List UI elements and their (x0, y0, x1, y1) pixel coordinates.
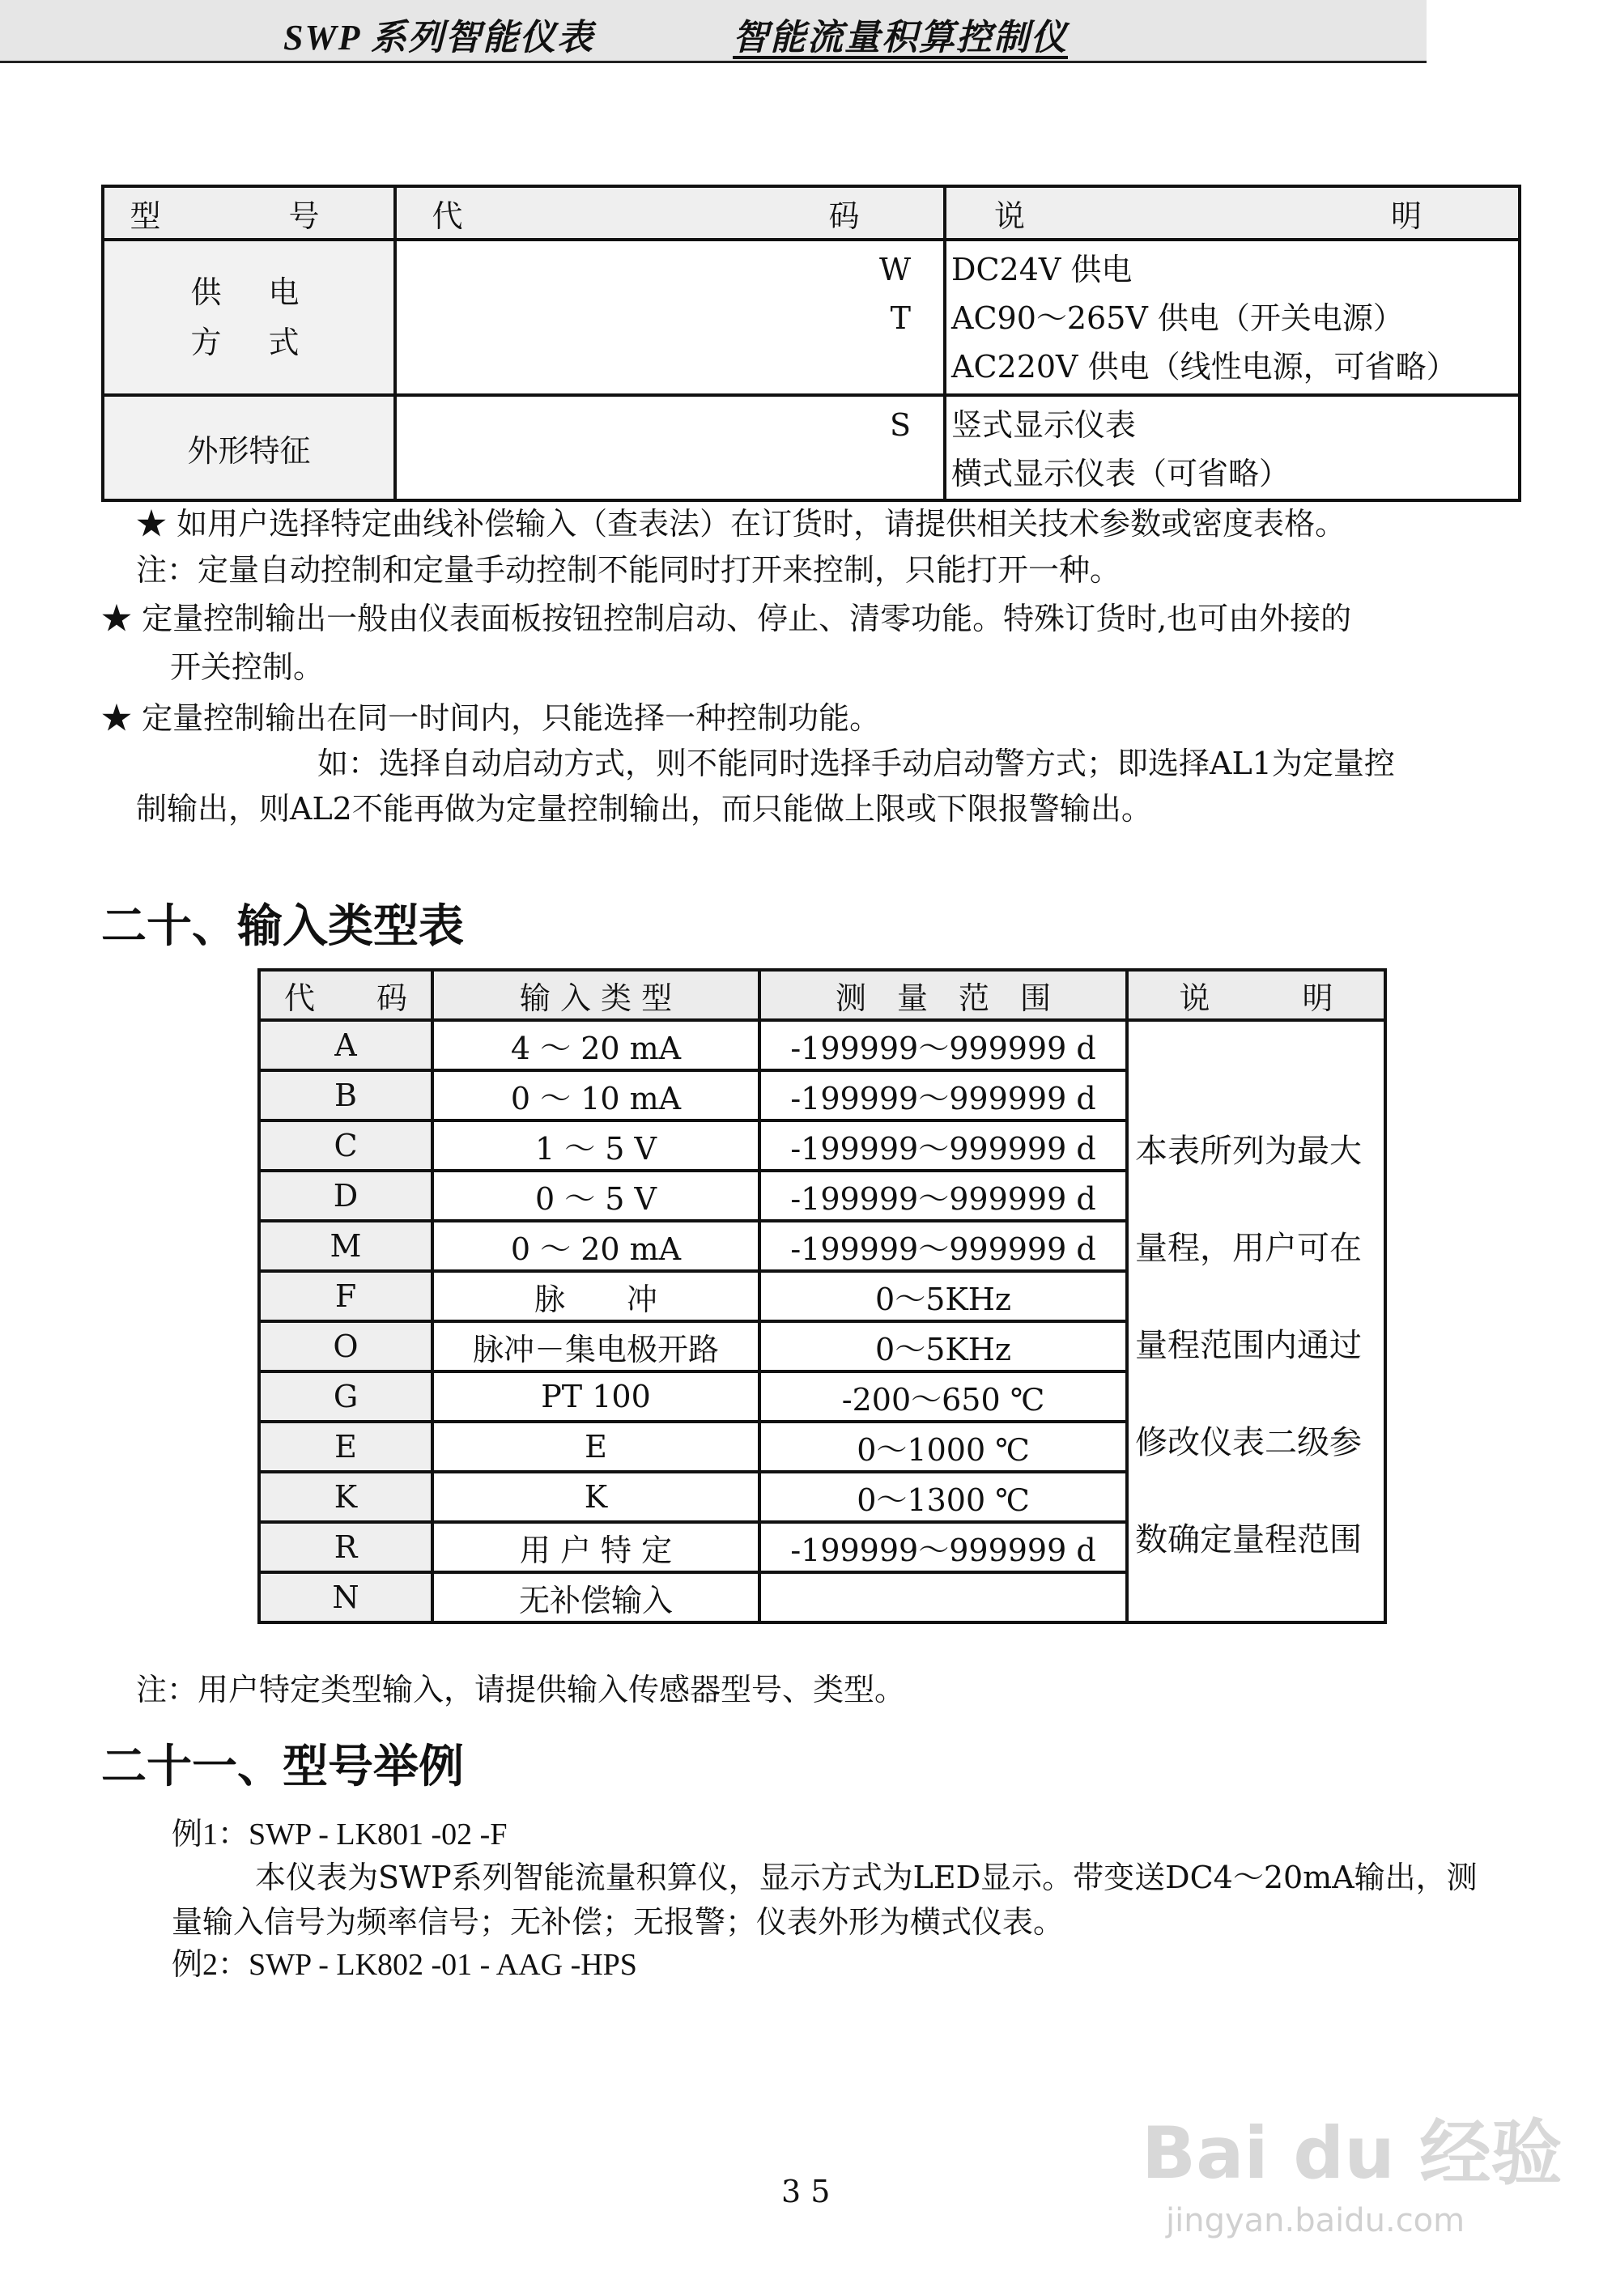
cell-range: -199999～999999 d (759, 1020, 1127, 1070)
note-buttons-cont: 开关控制。 (170, 649, 325, 685)
row-codes-shape: S (395, 395, 945, 500)
cell-code: D (259, 1171, 432, 1221)
header-range: 测 量 范 围 (759, 970, 1127, 1020)
cell-type: PT 100 (432, 1371, 759, 1422)
cell-type: 无补偿输入 (432, 1572, 759, 1622)
input-footnote: 注：用户特定类型输入，请提供输入传感器型号、类型。 (136, 1672, 906, 1707)
cell-range: 0～1000 ℃ (759, 1422, 1127, 1472)
example-1-desc: 本仪表为SWP系列智能流量积算仪，显示方式为LED显示。带变送DC4～20mA输出，测 (255, 1860, 1478, 1895)
section-20-title: 二十、输入类型表 (101, 900, 464, 953)
row-label-power: 供 电 方 式 (103, 240, 395, 395)
cell-range (759, 1572, 1127, 1622)
example-1-desc-cont: 量输入信号为频率信号；无补偿；无报警；仪表外形为横式仪表。 (172, 1904, 1065, 1940)
cell-code: G (259, 1371, 432, 1422)
watermark-url: jingyan.baidu.com (1166, 2202, 1465, 2239)
order-code-table (101, 185, 1521, 502)
cell-range: -199999～999999 d (759, 1120, 1127, 1171)
baidu-watermark: Bai du 经验 (1142, 2111, 1563, 2195)
row-label-shape: 外形特征 (103, 395, 395, 500)
cell-range: 0～5KHz (759, 1321, 1127, 1371)
cell-type: 1 ～ 5 V (432, 1120, 759, 1171)
header-code: 代 码 (395, 186, 945, 240)
cell-code: E (259, 1422, 432, 1472)
product-title: 智能流量积算控制仪 (733, 18, 1068, 57)
row-codes-power: W T (395, 240, 945, 395)
note-curve: ★ 如用户选择特定曲线补偿输入（查表法）在订货时，请提供相关技术参数或密度表格。 (136, 506, 1346, 542)
side-note: 本表所列为最大 量程，用户可在 量程范围内通过 修改仪表二级参 数确定量程范围 (1127, 1020, 1385, 1622)
header-model: 型 号 (103, 186, 395, 240)
note-control: 注：定量自动控制和定量手动控制不能同时打开来控制，只能打开一种。 (136, 552, 1121, 588)
cell-type: 脉 冲 (432, 1271, 759, 1321)
header-type: 输 入 类 型 (432, 970, 759, 1020)
cell-type: 0 ～ 5 V (432, 1171, 759, 1221)
note-single: ★ 定量控制输出在同一时间内，只能选择一种控制功能。 (101, 700, 881, 736)
row-desc-shape: 竖式显示仪表 横式显示仪表（可省略） (945, 395, 1520, 500)
table-header-row (259, 970, 1385, 1020)
note-example: 如：选择自动启动方式，则不能同时选择手动启动警方式；即选择AL1为定量控 (317, 746, 1395, 781)
cell-code: N (259, 1572, 432, 1622)
cell-type: 0 ～ 10 mA (432, 1070, 759, 1120)
note-buttons: ★ 定量控制输出一般由仪表面板按钮控制启动、停止、清零功能。特殊订货时,也可由外接的 (101, 601, 1352, 636)
cell-code: R (259, 1522, 432, 1572)
table-row (103, 240, 1520, 395)
cell-code: B (259, 1070, 432, 1120)
table-header-row (103, 186, 1520, 240)
note-example-cont: 制输出，则AL2不能再做为定量控制输出，而只能做上限或下限报警输出。 (136, 791, 1152, 827)
section-21-title: 二十一、型号举例 (101, 1741, 464, 1793)
cell-type: 0 ～ 20 mA (432, 1221, 759, 1271)
cell-type: 用 户 特 定 (432, 1522, 759, 1572)
cell-type: K (432, 1472, 759, 1522)
cell-range: 0～1300 ℃ (759, 1472, 1127, 1522)
header-desc: 说 明 (1127, 970, 1385, 1020)
cell-range: -199999～999999 d (759, 1221, 1127, 1271)
input-type-table (257, 968, 1387, 1624)
cell-code: K (259, 1472, 432, 1522)
example-1-label: 例1：SWP - LK801 -02 -F (172, 1818, 508, 1852)
cell-code: M (259, 1221, 432, 1271)
cell-code: F (259, 1271, 432, 1321)
cell-code: C (259, 1120, 432, 1171)
table-row (259, 1020, 1385, 1070)
cell-type: 脉冲－集电极开路 (432, 1321, 759, 1371)
header-code: 代 码 (259, 970, 432, 1020)
page-number: 3 5 (781, 2174, 831, 2209)
cell-range: -199999～999999 d (759, 1171, 1127, 1221)
series-title: SWP 系列智能仪表 (283, 18, 594, 57)
example-2-label: 例2：SWP - LK802 -01 - AAG -HPS (172, 1948, 637, 1982)
cell-range: -199999～999999 d (759, 1070, 1127, 1120)
cell-range: -200～650 ℃ (759, 1371, 1127, 1422)
cell-code: O (259, 1321, 432, 1371)
cell-code: A (259, 1020, 432, 1070)
cell-type: 4 ～ 20 mA (432, 1020, 759, 1070)
cell-range: 0～5KHz (759, 1271, 1127, 1321)
row-desc-power: DC24V 供电 AC90～265V 供电（开关电源） AC220V 供电（线性电源，可省略） (945, 240, 1520, 395)
page-header (0, 0, 1427, 63)
table-row (103, 395, 1520, 500)
cell-range: -199999～999999 d (759, 1522, 1127, 1572)
cell-type: E (432, 1422, 759, 1472)
header-desc: 说 明 (945, 186, 1520, 240)
